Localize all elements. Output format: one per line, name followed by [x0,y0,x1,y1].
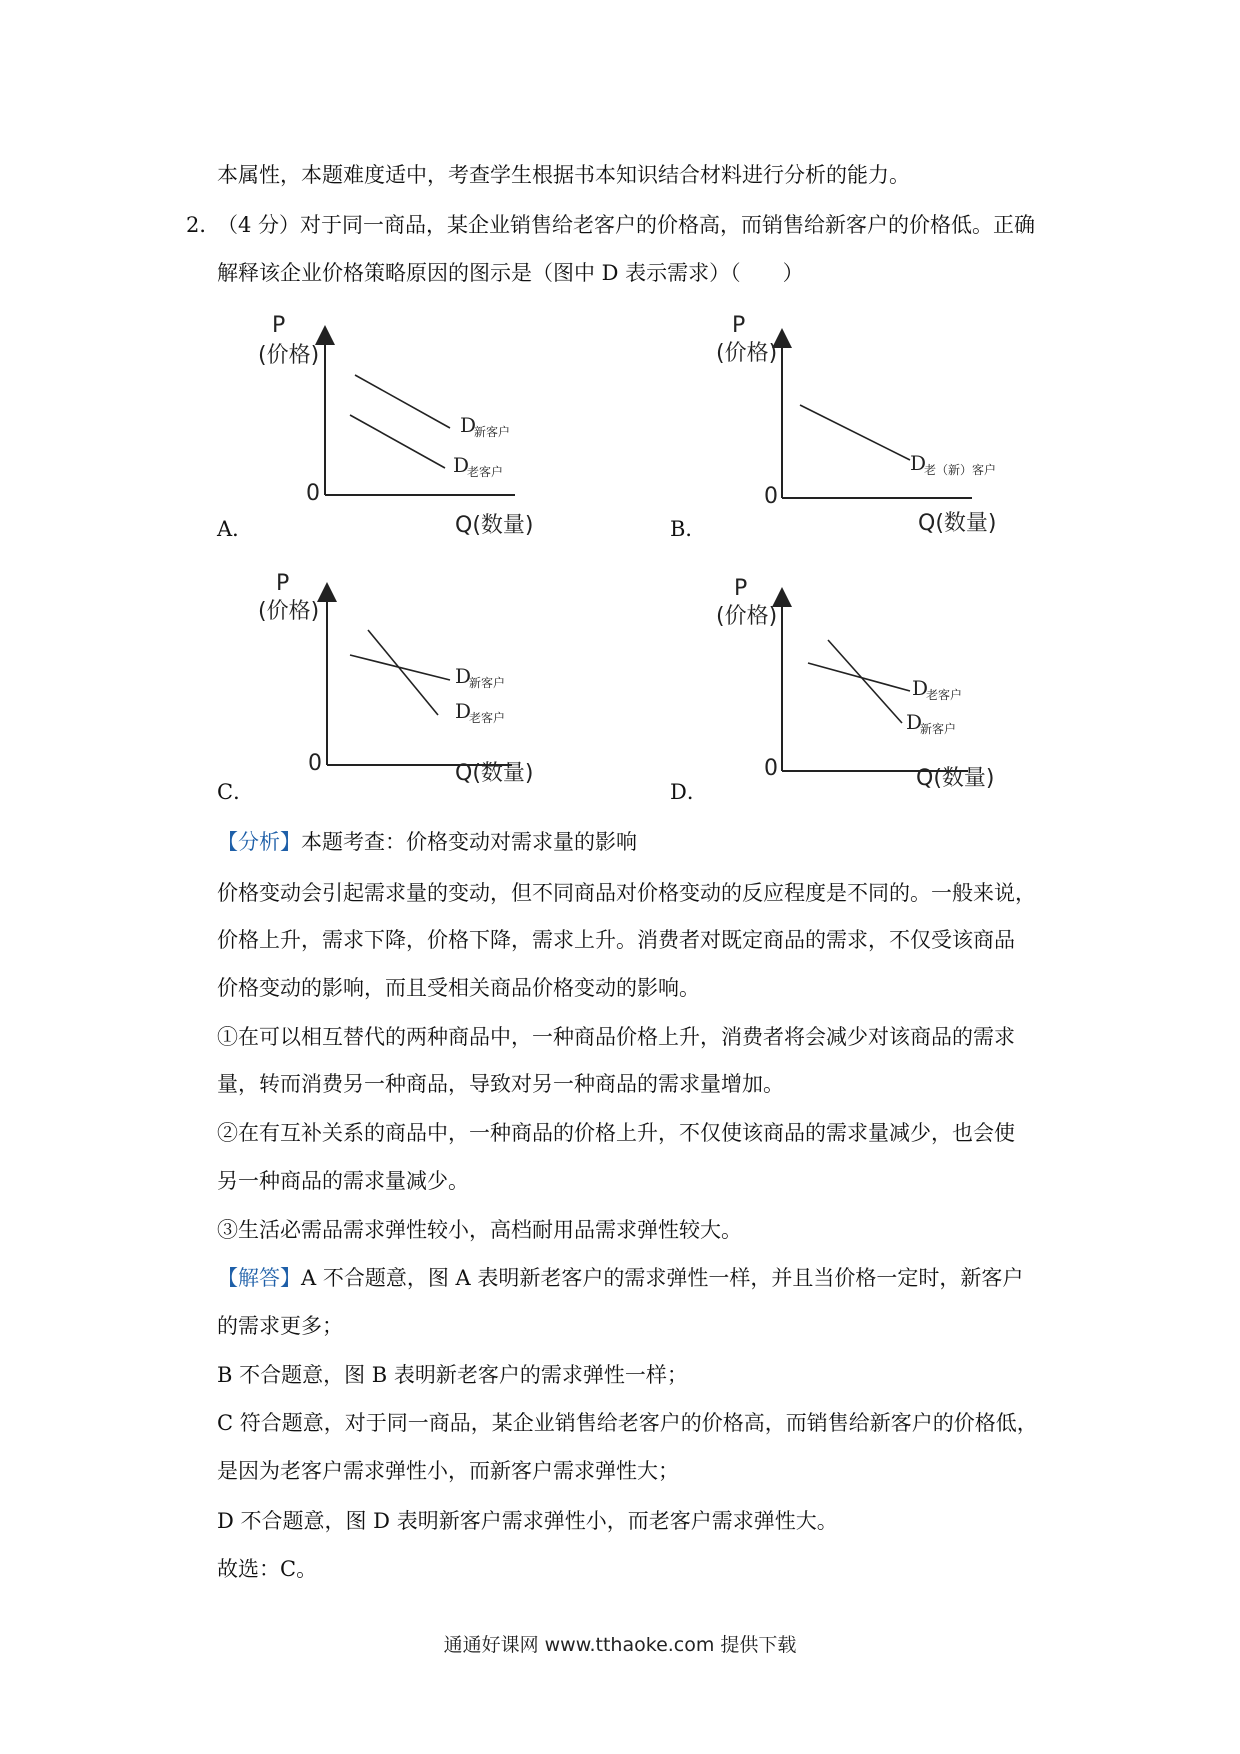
analysis-heading [217,827,1067,857]
axis-q-label: Q(数量) [455,761,534,786]
axis-q-label: Q(数量) [916,766,995,791]
question-number: 2． [186,213,221,237]
curve-d-label: D [453,453,470,477]
question-stem-line1: （4 分）对于同一商品，某企业销售给老客户的价格高，而销售给新客户的价格低。正确 [217,213,1036,237]
answer-heading [217,1263,1067,1293]
analysis-line: 价格上升，需求下降，价格下降，需求上升。消费者对既定商品的需求，不仅受该商品 [217,928,1015,952]
analysis-line: 价格变动的影响，而且受相关商品价格变动的影响。 [217,976,700,1000]
demand-curve-new [355,375,450,428]
demand-curve-new [828,640,902,723]
graph-c [250,570,570,800]
axis-price-label: (价格) [258,343,320,368]
curve-d-label: D [460,413,477,437]
origin-label: 0 [306,481,320,506]
axis-q-label: Q(数量) [455,513,534,538]
answer-line: 故选：C。 [217,1557,318,1581]
curve-d-label: D [455,664,472,688]
demand-curve-old [808,663,910,691]
curve-d-label: D [912,676,929,700]
origin-label: 0 [764,484,778,509]
curve-sub-new: 新客户 [469,676,506,690]
analysis-line: ③生活必需品需求弹性较小，高档耐用品需求弹性较大。 [217,1218,742,1242]
curve-d-label: D [910,451,927,475]
answer-tag: 【解答】 [217,1266,301,1290]
answer-line: C 符合题意，对于同一商品，某企业销售给老客户的价格高，而销售给新客户的价格低， [217,1411,1038,1435]
origin-label: 0 [308,751,322,776]
analysis-title: 本题考查：价格变动对需求量的影响 [301,830,637,854]
axis-p-label: P [732,313,746,338]
curve-sub-new: 新客户 [474,425,511,439]
axis-price-label: (价格) [716,341,778,366]
demand-curve [800,405,910,460]
option-d-label: D． [670,780,708,804]
axis-p-label: P [734,576,748,601]
curve-sub-old: 老客户 [926,688,963,702]
answer-line: A 不合题意，图 A 表明新老客户的需求弹性一样，并且当价格一定时，新客户 [301,1266,1024,1290]
text-line: 本属性，本题难度适中，考查学生根据书本知识结合材料进行分析的能力。 [217,163,910,187]
axis-p-label: P [276,571,290,596]
option-a-label: A． [217,517,254,541]
graph-d [710,575,1030,805]
answer-line: D 不合题意，图 D 表明新客户需求弹性小，而老客户需求弹性大。 [217,1509,838,1533]
axis-q-label: Q(数量) [918,511,997,536]
option-c-label: C． [217,780,255,804]
curve-d-label: D [455,699,472,723]
question-stem-line2: 解释该企业价格策略原因的图示是（图中 D 表示需求）（ ） [217,261,804,285]
analysis-line: ①在可以相互替代的两种商品中，一种商品价格上升，消费者将会减少对该商品的需求 [217,1025,1015,1049]
analysis-line: 另一种商品的需求量减少。 [217,1169,469,1193]
analysis-line: 量，转而消费另一种商品，导致对另一种商品的需求量增加。 [217,1072,784,1096]
option-b-label: B． [670,517,707,541]
axis-p-label: P [272,313,286,338]
curve-sub: 老（新）客户 [924,463,997,477]
curve-sub-new: 新客户 [920,722,957,736]
curve-sub-old: 老客户 [469,711,506,725]
answer-line: B 不合题意，图 B 表明新老客户的需求弹性一样； [217,1363,688,1387]
demand-curve-new [350,655,450,680]
graph-a [250,310,570,540]
demand-curve-old [368,630,438,715]
analysis-tag: 【分析】 [217,830,301,854]
origin-label: 0 [764,756,778,781]
answer-line: 的需求更多； [217,1314,343,1338]
answer-line: 是因为老客户需求弹性小，而新客户需求弹性大； [217,1459,679,1483]
curve-sub-old: 老客户 [467,465,504,479]
demand-curve-old [350,415,445,468]
axis-price-label: (价格) [716,604,778,629]
page-footer: 通通好课网 www.tthaoke.com 提供下载 [443,1634,797,1656]
graph-b [710,310,1030,540]
analysis-line: 价格变动会引起需求量的变动，但不同商品对价格变动的反应程度是不同的。一般来说， [217,881,1036,905]
curve-d-label: D [906,710,923,734]
axis-price-label: (价格) [258,599,320,624]
analysis-line: ②在有互补关系的商品中，一种商品的价格上升，不仅使该商品的需求量减少，也会使 [217,1121,1015,1145]
